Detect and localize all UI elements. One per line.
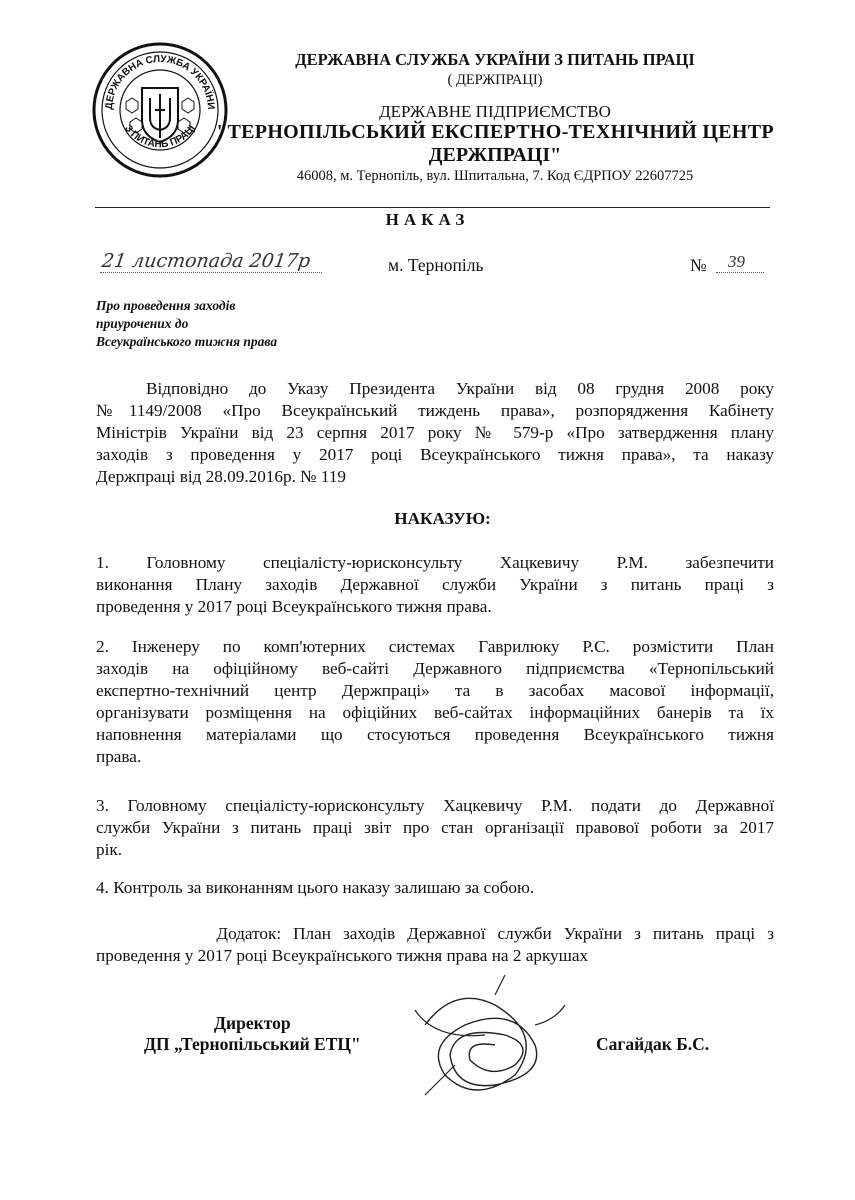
center-name-line1: "ТЕРНОПІЛЬСЬКИЙ ЕКСПЕРТНО-ТЕХНІЧНИЙ ЦЕНТР bbox=[216, 121, 774, 143]
item-3-paragraph bbox=[96, 795, 774, 861]
enterprise-type: ДЕРЖАВНЕ ПІДПРИЄМСТВО bbox=[379, 102, 611, 121]
address: 46008, м. Тернопіль, вул. Шпитальна, 7. Код ЄДРПОУ 22607725 bbox=[296, 168, 694, 184]
appendix-line: Додаток: План заходів Державної служби України з питань праці з bbox=[96, 924, 774, 943]
order-title: НАКАЗ bbox=[385, 210, 470, 229]
intro-line: Міністрів України від 23 серпня 2017 року № 579-р «Про затвердження плану bbox=[96, 423, 774, 442]
number-underline bbox=[716, 272, 764, 273]
subject-line: Всеукраїнського тижня права bbox=[96, 334, 278, 349]
intro-paragraph bbox=[96, 378, 774, 488]
order-number-handwritten: 39 bbox=[728, 252, 745, 271]
handwritten-signature-icon bbox=[395, 965, 575, 1115]
item-line: виконання Плану заходів Державної служби України з питань праці з bbox=[96, 575, 774, 594]
item-line: заходів на офіційному веб-сайті Державного підприємства «Тернопільський bbox=[96, 659, 774, 678]
header-divider bbox=[95, 207, 770, 208]
center-name-line2: ДЕРЖПРАЦІ" bbox=[428, 144, 562, 166]
intro-line: Держпраці від 28.09.2016р. № 119 bbox=[96, 467, 347, 486]
signatory-organization: ДП „Тернопільський ЕТЦ" bbox=[144, 1034, 361, 1054]
agency-short-name: ( ДЕРЖПРАЦІ) bbox=[447, 72, 543, 88]
appendix-line: проведення у 2017 році Всеукраїнського тижня права на 2 аркушах bbox=[96, 946, 589, 965]
order-city: м. Тернопіль bbox=[388, 255, 484, 275]
item-line: права. bbox=[96, 747, 142, 766]
seal-text-bottom: З ПИТАНЬ ПРАЦІ bbox=[122, 123, 198, 151]
signatory-name: Сагайдак Б.С. bbox=[596, 1034, 710, 1054]
item-line: 1. Головному спеціалісту-юрисконсульту Хацкевичу Р.М. забезпечити bbox=[96, 553, 774, 572]
item-line: рік. bbox=[96, 840, 123, 859]
seal-text-top: ДЕРЖАВНА СЛУЖБА УКРАЇНИ bbox=[103, 53, 217, 110]
signatory-title: Директор bbox=[214, 1013, 291, 1033]
order-date-handwritten: 21 листопада 2017р bbox=[100, 250, 312, 272]
item-line: 3. Головному спеціалісту-юрисконсульту Хацкевичу Р.М. подати до Державної bbox=[96, 796, 774, 815]
item-line: служби України з питань праці звіт про стан організації правової роботи за 2017 bbox=[96, 818, 774, 837]
item-line: 4. Контроль за виконанням цього наказу залишаю за собою. bbox=[96, 878, 535, 897]
subject-line: Про проведення заходів bbox=[96, 298, 236, 313]
decree-heading: НАКАЗУЮ: bbox=[394, 509, 491, 528]
order-subject bbox=[96, 297, 277, 351]
agency-name: ДЕРЖАВНА СЛУЖБА УКРАЇНИ З ПИТАНЬ ПРАЦІ bbox=[295, 50, 695, 69]
intro-line: №1149/2008 «Про Всеукраїнський тиждень права», розпорядження Кабінету bbox=[96, 401, 774, 420]
date-underline bbox=[100, 272, 322, 273]
intro-line: заходів з проведення у 2017 році Всеукраїнського тижня права», та наказу bbox=[96, 445, 774, 464]
item-4-paragraph bbox=[96, 877, 774, 899]
item-line: організувати розміщення на офіційних веб-сайтах інформаційних банерів та їх bbox=[96, 703, 774, 722]
item-line: експертно-технічний центр Держпраці» та в засобах масової інформації, bbox=[96, 681, 774, 700]
intro-line: Відповідно до Указу Президента України від 08 грудня 2008 року bbox=[146, 379, 774, 398]
item-line: 2. Інженеру по комп'ютерних системах Гаврилюку Р.С. розмістити План bbox=[96, 637, 774, 656]
item-line: проведення у 2017 році Всеукраїнського тижня права. bbox=[96, 597, 492, 616]
item-line: наповнення матеріалами що стосуються проведення Всеукраїнського тижня bbox=[96, 725, 774, 744]
item-1-paragraph bbox=[96, 552, 774, 618]
appendix-paragraph bbox=[96, 923, 774, 967]
order-number-label: № bbox=[690, 255, 707, 275]
item-2-paragraph bbox=[96, 636, 774, 768]
subject-line: приурочених до bbox=[96, 316, 189, 331]
